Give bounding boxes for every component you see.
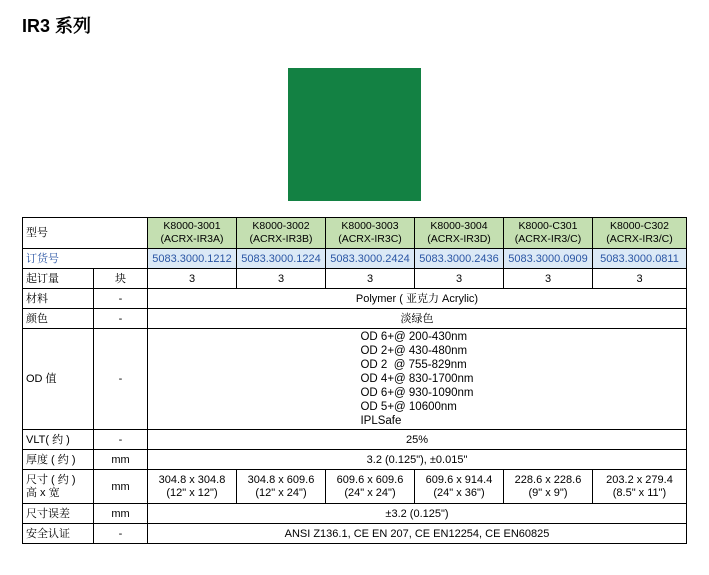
model-cell: K8000-3002 (ACRX-IR3B) — [237, 218, 326, 249]
order-number: 5083.3000.1224 — [237, 249, 326, 269]
moq-label: 起订量 — [23, 269, 94, 289]
order-number: 5083.3000.1212 — [148, 249, 237, 269]
size-cell: 228.6 x 228.6 (9" x 9") — [504, 470, 593, 504]
color-value: 淡绿色 — [148, 309, 687, 329]
model-cell: K8000-3001 (ACRX-IR3A) — [148, 218, 237, 249]
thickness-unit: mm — [94, 450, 148, 470]
size-cell: 609.6 x 914.4 (24" x 36") — [415, 470, 504, 504]
moq-row — [23, 269, 687, 289]
spec-table — [22, 217, 687, 544]
color-row — [23, 309, 687, 329]
od-unit: - — [94, 329, 148, 430]
cert-value: ANSI Z136.1, CE EN 207, CE EN12254, CE EN60825 — [148, 524, 687, 544]
size-cell: 203.2 x 279.4 (8.5" x 11") — [593, 470, 687, 504]
cert-row — [23, 524, 687, 544]
od-line: OD 4+@ 830-1700nm — [360, 373, 474, 385]
moq-value: 3 — [504, 269, 593, 289]
od-line: OD 2 @ 755-829nm — [360, 359, 467, 371]
od-line: OD 6+@ 930-1090nm — [360, 387, 474, 399]
material-label: 材料 — [23, 289, 94, 309]
od-label: OD 值 — [23, 329, 94, 430]
size-label: 尺寸 ( 约 ) 高 x 宽 — [23, 470, 94, 504]
color-label: 颜色 — [23, 309, 94, 329]
order-label: 订货号 — [23, 249, 148, 269]
tolerance-label: 尺寸误差 — [23, 504, 94, 524]
od-line: OD 2+@ 430-480nm — [360, 345, 468, 357]
od-line: OD 6+@ 200-430nm — [360, 331, 468, 343]
vlt-label: VLT( 约 ) — [23, 430, 94, 450]
moq-value: 3 — [415, 269, 504, 289]
tolerance-value: ±3.2 (0.125") — [148, 504, 687, 524]
od-values — [148, 329, 687, 430]
page-title: IR3 系列 — [22, 16, 92, 36]
thickness-value: 3.2 (0.125"), ±0.015" — [148, 450, 687, 470]
color-unit: - — [94, 309, 148, 329]
model-cell: K8000-3003 (ACRX-IR3C) — [326, 218, 415, 249]
thickness-row — [23, 450, 687, 470]
cert-label: 安全认证 — [23, 524, 94, 544]
model-cell: K8000-C302 (ACRX-IR3/C) — [593, 218, 687, 249]
order-row — [23, 249, 687, 269]
order-number: 5083.3000.0811 — [593, 249, 687, 269]
size-cell: 304.8 x 304.8 (12" x 12") — [148, 470, 237, 504]
size-unit: mm — [94, 470, 148, 504]
model-cell: K8000-3004 (ACRX-IR3D) — [415, 218, 504, 249]
order-number: 5083.3000.2436 — [415, 249, 504, 269]
cert-unit: - — [94, 524, 148, 544]
material-row — [23, 289, 687, 309]
moq-unit: 块 — [94, 269, 148, 289]
moq-value: 3 — [148, 269, 237, 289]
moq-value: 3 — [326, 269, 415, 289]
tolerance-unit: mm — [94, 504, 148, 524]
moq-value: 3 — [237, 269, 326, 289]
vlt-unit: - — [94, 430, 148, 450]
od-line: OD 5+@ 10600nm — [360, 401, 457, 413]
vlt-row — [23, 430, 687, 450]
size-cell: 609.6 x 609.6 (24" x 24") — [326, 470, 415, 504]
od-row — [23, 329, 687, 430]
model-row — [23, 218, 687, 249]
vlt-value: 25% — [148, 430, 687, 450]
material-value: Polymer ( 亚克力 Acrylic) — [148, 289, 687, 309]
moq-value: 3 — [593, 269, 687, 289]
size-row — [23, 470, 687, 504]
order-number: 5083.3000.2424 — [326, 249, 415, 269]
model-cell: K8000-C301 (ACRX-IR3/C) — [504, 218, 593, 249]
od-line: IPLSafe — [360, 415, 402, 427]
size-cell: 304.8 x 609.6 (12" x 24") — [237, 470, 326, 504]
thickness-label: 厚度 ( 约 ) — [23, 450, 94, 470]
order-number: 5083.3000.0909 — [504, 249, 593, 269]
model-label: 型号 — [23, 218, 148, 249]
product-color-swatch — [288, 68, 421, 201]
material-unit: - — [94, 289, 148, 309]
tolerance-row — [23, 504, 687, 524]
